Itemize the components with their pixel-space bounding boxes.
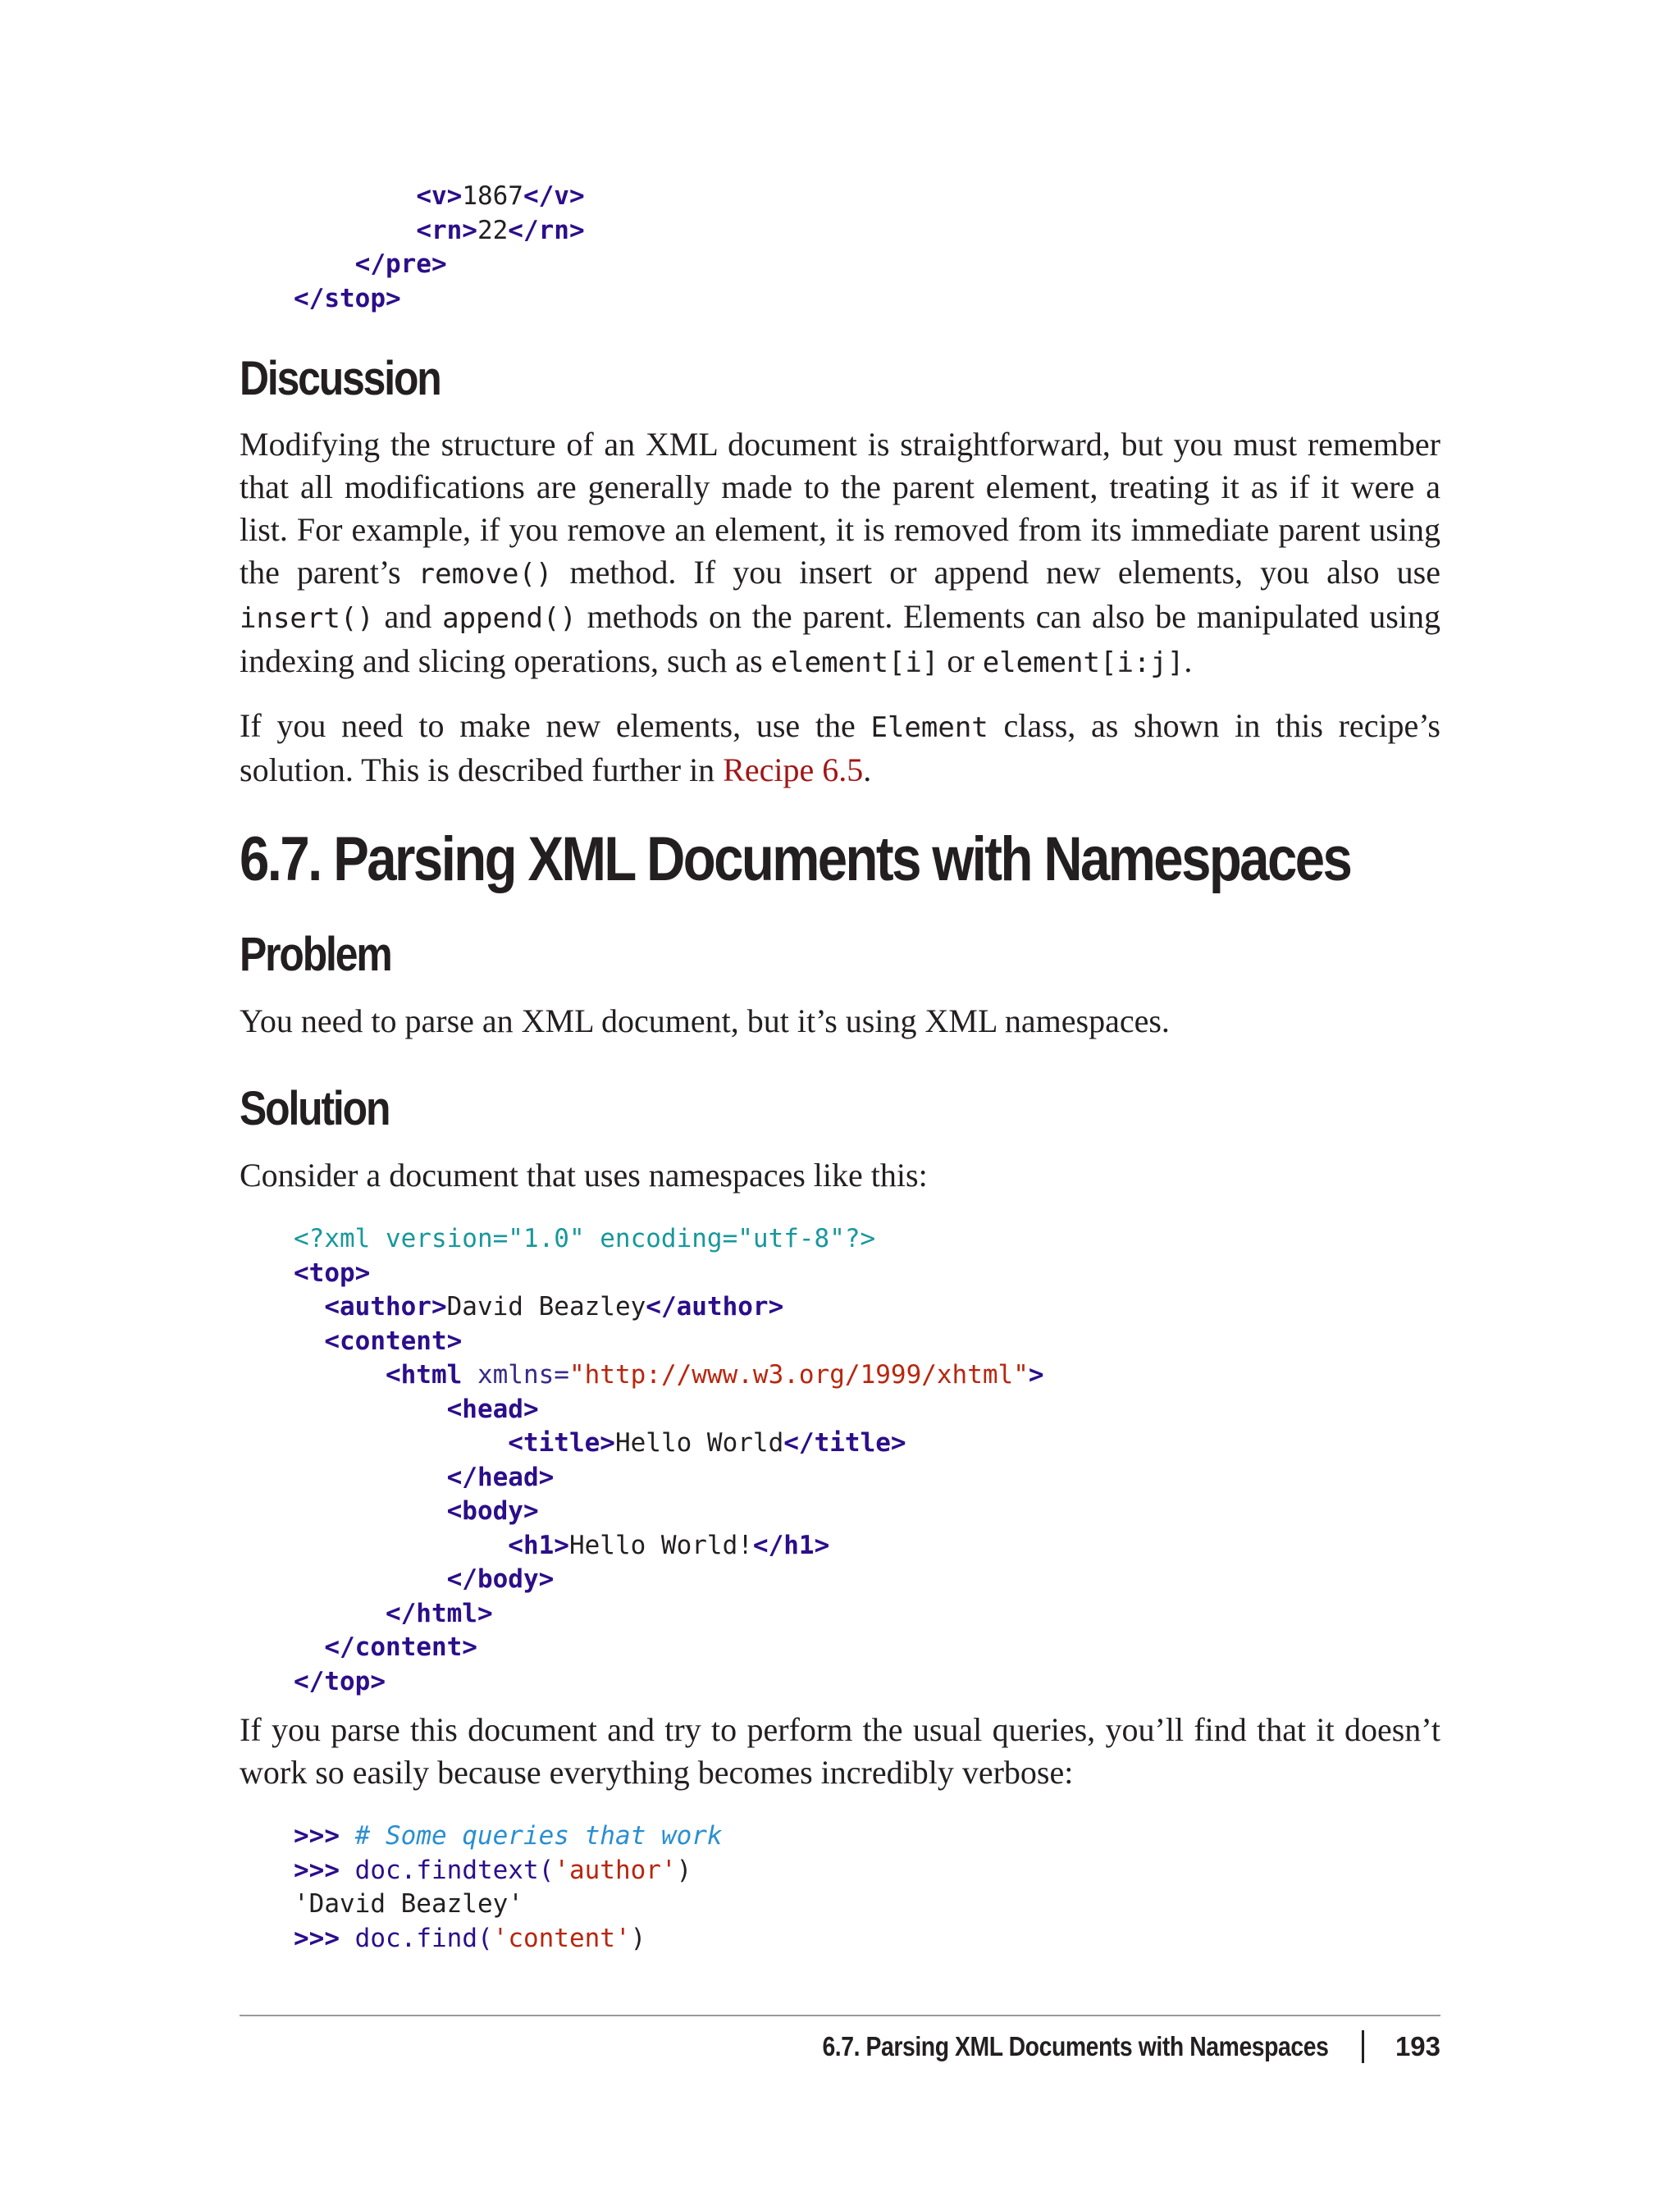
code-line: </stop> bbox=[294, 283, 401, 313]
problem-heading: Problem bbox=[240, 928, 391, 981]
page bbox=[240, 0, 1440, 2205]
code-block-top bbox=[294, 180, 585, 316]
code-line: <rn>22</rn> bbox=[416, 215, 585, 245]
recipe-link[interactable]: Recipe 6.5 bbox=[723, 751, 864, 788]
code-block-namespaces: <?xml version="1.0" encoding="utf-8"?> <top> <author>David Beazley</author> <content> <html xmlns="http://www.w3.org/1999/xhtml"> <head> <title>Hello World</title> </head> <body> <h1>Hello World!</h1> </body> </html> </content> </top> bbox=[294, 1224, 1044, 1696]
footer-rule bbox=[240, 2015, 1440, 2016]
problem-text: You need to parse an XML document, but it’s using XML namespaces. bbox=[240, 1002, 1170, 1039]
code-block-repl: >>> # Some queries that work >>> doc.findtext('author') 'David Beazley' >>> doc.find('content') bbox=[294, 1821, 723, 1953]
page-footer bbox=[740, 2030, 1440, 2063]
code-line: <v>1867</v> bbox=[416, 181, 585, 211]
discussion-paragraph-1: Modifying the structure of an XML document is straightforward, but you must remember that all modifications are generally made to the parent element, treating it as if it were a list. For example, if you remove an element, it is removed from its immediate parent using the parent’s remove() method. If you insert or append new elements, you also use insert() and append() methods on the parent. Elements can also be manipulated using indexing and slicing operations, such as element[i] or element[i:j]. bbox=[240, 426, 1440, 679]
solution-after-text: If you parse this document and try to perform the usual queries, you’ll find that it doesn’t work so easily because everything becomes incredibly verbose: bbox=[240, 1711, 1440, 1791]
page-number: 193 bbox=[1395, 2031, 1440, 2061]
section-title: 6.7. Parsing XML Documents with Namespaces bbox=[240, 824, 1351, 894]
footer-separator bbox=[1362, 2030, 1364, 2063]
discussion-heading: Discussion bbox=[240, 352, 441, 405]
footer-title: 6.7. Parsing XML Documents with Namespaces bbox=[822, 2031, 1329, 2061]
solution-heading: Solution bbox=[240, 1082, 390, 1135]
solution-intro: Consider a document that uses namespaces like this: bbox=[240, 1157, 928, 1194]
discussion-paragraph-2: If you need to make new elements, use the Element class, as shown in this recipe’s solution. This is described further in Recipe 6.5. bbox=[240, 707, 1440, 788]
code-line: </pre> bbox=[354, 249, 447, 279]
